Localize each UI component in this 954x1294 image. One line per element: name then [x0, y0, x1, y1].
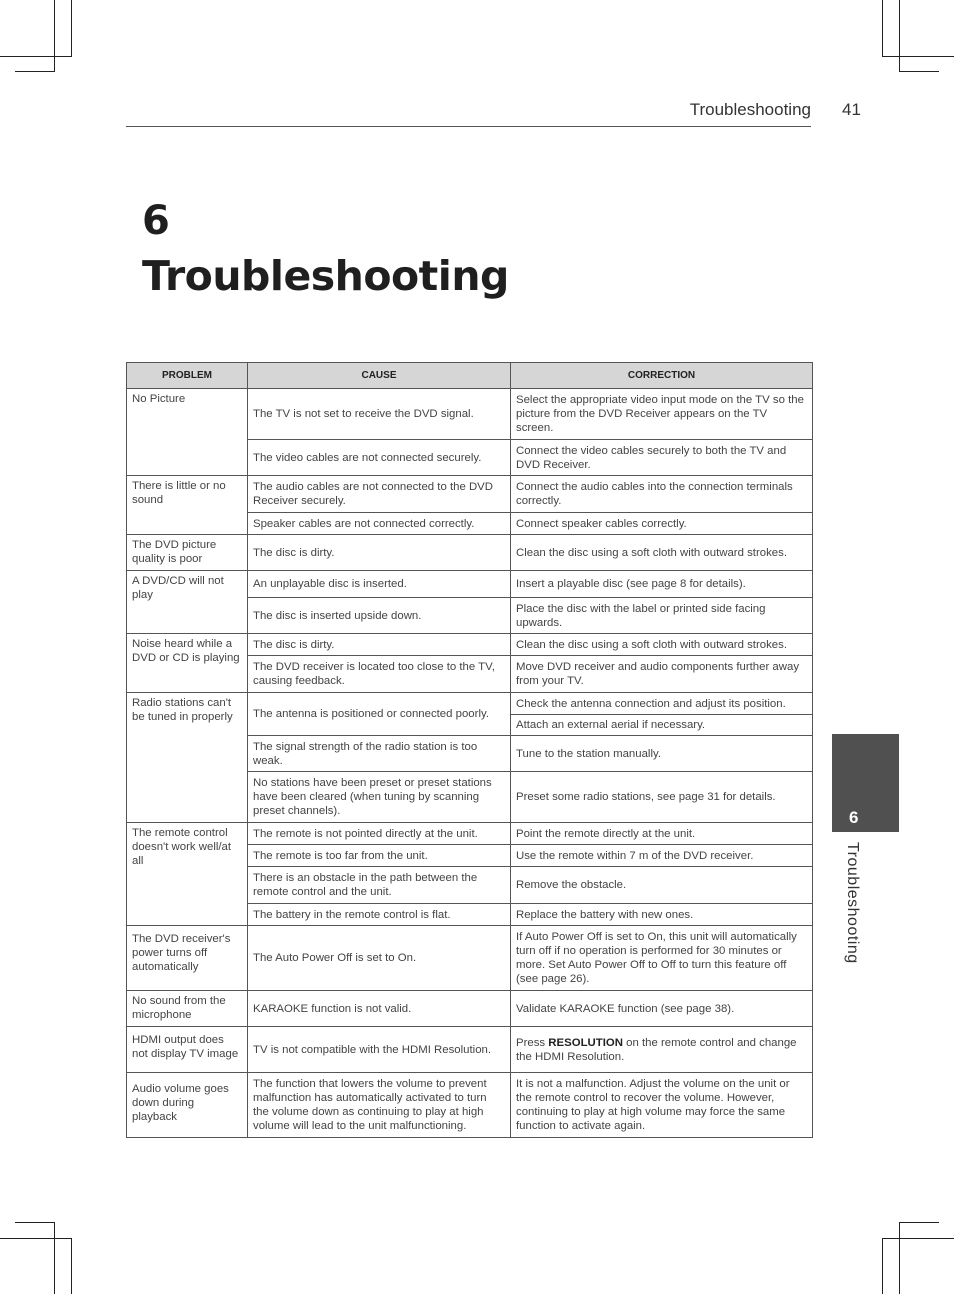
correction-cell: Use the remote within 7 m of the DVD receiver. — [511, 845, 813, 867]
table-row — [127, 389, 813, 440]
correction-cell: Clean the disc using a soft cloth with outward strokes. — [511, 634, 813, 656]
header-problem: PROBLEM — [127, 363, 248, 389]
cause-cell: The signal strength of the radio station is too weak. — [248, 736, 511, 772]
crop-mark — [15, 71, 55, 72]
troubleshooting-table — [126, 362, 813, 1138]
cause-cell: The antenna is positioned or connected poorly. — [248, 693, 511, 736]
problem-cell: A DVD/CD will not play — [127, 571, 248, 634]
correction-cell — [511, 1027, 813, 1073]
side-tab-number: 6 — [849, 808, 859, 827]
correction-cell: Validate KARAOKE function (see page 38). — [511, 991, 813, 1027]
problem-cell: Audio volume goes down during playback — [127, 1073, 248, 1138]
cause-cell: The function that lowers the volume to prevent malfunction has automatically activated to turn the volume down as continuing to play at high volume will lead to the unit malfunctioning. — [248, 1073, 511, 1138]
header-correction: CORRECTION — [511, 363, 813, 389]
correction-cell: Connect speaker cables correctly. — [511, 513, 813, 535]
correction-cell: Remove the obstacle. — [511, 867, 813, 904]
correction-cell: Connect the video cables securely to both the TV and DVD Receiver. — [511, 440, 813, 476]
cause-cell: The remote is not pointed directly at the unit. — [248, 823, 511, 845]
table-row — [127, 571, 813, 598]
correction-cell: Clean the disc using a soft cloth with outward strokes. — [511, 535, 813, 571]
page-number: 41 — [842, 100, 861, 119]
correction-cell: Attach an external aerial if necessary. — [511, 715, 813, 736]
running-title: Troubleshooting — [689, 100, 811, 119]
cause-cell: The audio cables are not connected to the DVD Receiver securely. — [248, 476, 511, 513]
cause-cell: The battery in the remote control is flat. — [248, 904, 511, 926]
problem-cell: No sound from the microphone — [127, 991, 248, 1027]
problem-cell: There is little or no sound — [127, 476, 248, 535]
correction-cell: Move DVD receiver and audio components further away from your TV. — [511, 656, 813, 693]
crop-mark — [54, 1222, 55, 1294]
correction-cell: Tune to the station manually. — [511, 736, 813, 772]
table-row — [127, 634, 813, 656]
cause-cell: The disc is dirty. — [248, 634, 511, 656]
crop-mark — [899, 1222, 939, 1223]
crop-mark — [71, 1238, 72, 1294]
correction-text: Press — [516, 1036, 546, 1049]
cause-cell: The TV is not set to receive the DVD signal. — [248, 389, 511, 440]
correction-cell: If Auto Power Off is set to On, this unit will automatically turn off if no operation is performed for 30 minutes or more. Set Auto Power Off to Off to turn this feature off (see page 26). — [511, 926, 813, 991]
correction-cell: Replace the battery with new ones. — [511, 904, 813, 926]
problem-cell: Noise heard while a DVD or CD is playing — [127, 634, 248, 693]
table-row — [127, 1073, 813, 1138]
crop-mark — [899, 0, 900, 72]
crop-mark — [54, 0, 55, 72]
correction-cell: Point the remote directly at the unit. — [511, 823, 813, 845]
correction-cell: Check the antenna connection and adjust its position. — [511, 693, 813, 715]
cause-cell: An unplayable disc is inserted. — [248, 571, 511, 598]
table-header-row — [127, 363, 813, 389]
correction-cell: It is not a malfunction. Adjust the volume on the unit or the remote control to recover the volume. However, continuing to play at high volume may force the same function to activate again. — [511, 1073, 813, 1138]
side-tab-label: Troubleshooting — [844, 842, 861, 964]
crop-mark — [882, 1238, 883, 1294]
cause-cell: KARAOKE function is not valid. — [248, 991, 511, 1027]
chapter-number: 6 — [142, 198, 170, 244]
resolution-key: RESOLUTION — [548, 1036, 623, 1049]
problem-cell: HDMI output does not display TV image — [127, 1027, 248, 1073]
correction-cell: Select the appropriate video input mode on the TV so the picture from the DVD Receiver appears on the TV screen. — [511, 389, 813, 440]
table-row — [127, 926, 813, 991]
correction-cell: Preset some radio stations, see page 31 for details. — [511, 772, 813, 823]
problem-cell: The remote control doesn't work well/at all — [127, 823, 248, 926]
cause-cell: TV is not compatible with the HDMI Resolution. — [248, 1027, 511, 1073]
table-row — [127, 476, 813, 513]
crop-mark — [899, 71, 939, 72]
crop-mark — [882, 56, 954, 57]
crop-mark — [899, 1222, 900, 1294]
crop-mark — [882, 1238, 954, 1239]
cause-cell: There is an obstacle in the path between the remote control and the unit. — [248, 867, 511, 904]
cause-cell: Speaker cables are not connected correctly. — [248, 513, 511, 535]
correction-cell: Insert a playable disc (see page 8 for details). — [511, 571, 813, 598]
table-row — [127, 693, 813, 715]
table-row — [127, 823, 813, 845]
problem-cell: The DVD picture quality is poor — [127, 535, 248, 571]
correction-cell: Place the disc with the label or printed side facing upwards. — [511, 598, 813, 634]
table-row — [127, 535, 813, 571]
cause-cell: The Auto Power Off is set to On. — [248, 926, 511, 991]
problem-cell: Radio stations can't be tuned in properly — [127, 693, 248, 823]
cause-cell: The disc is inserted upside down. — [248, 598, 511, 634]
cause-cell: The remote is too far from the unit. — [248, 845, 511, 867]
problem-cell: No Picture — [127, 389, 248, 476]
problem-cell: The DVD receiver's power turns off automatically — [127, 926, 248, 991]
table-row — [127, 1027, 813, 1073]
correction-text: on the remote control and change the HDMI Resolution. — [516, 1036, 797, 1063]
correction-cell: Connect the audio cables into the connection terminals correctly. — [511, 476, 813, 513]
crop-mark — [15, 1222, 55, 1223]
crop-mark — [0, 56, 72, 57]
header-cause: CAUSE — [248, 363, 511, 389]
cause-cell: The DVD receiver is located too close to the TV, causing feedback. — [248, 656, 511, 693]
cause-cell: No stations have been preset or preset stations have been cleared (when tuning by scanning preset channels). — [248, 772, 511, 823]
chapter-side-tab — [832, 734, 899, 832]
table-row — [127, 991, 813, 1027]
crop-mark — [71, 0, 72, 57]
crop-mark — [882, 0, 883, 57]
cause-cell: The disc is dirty. — [248, 535, 511, 571]
running-header — [126, 98, 811, 127]
chapter-title: Troubleshooting — [142, 252, 509, 300]
cause-cell: The video cables are not connected securely. — [248, 440, 511, 476]
crop-mark — [0, 1238, 72, 1239]
